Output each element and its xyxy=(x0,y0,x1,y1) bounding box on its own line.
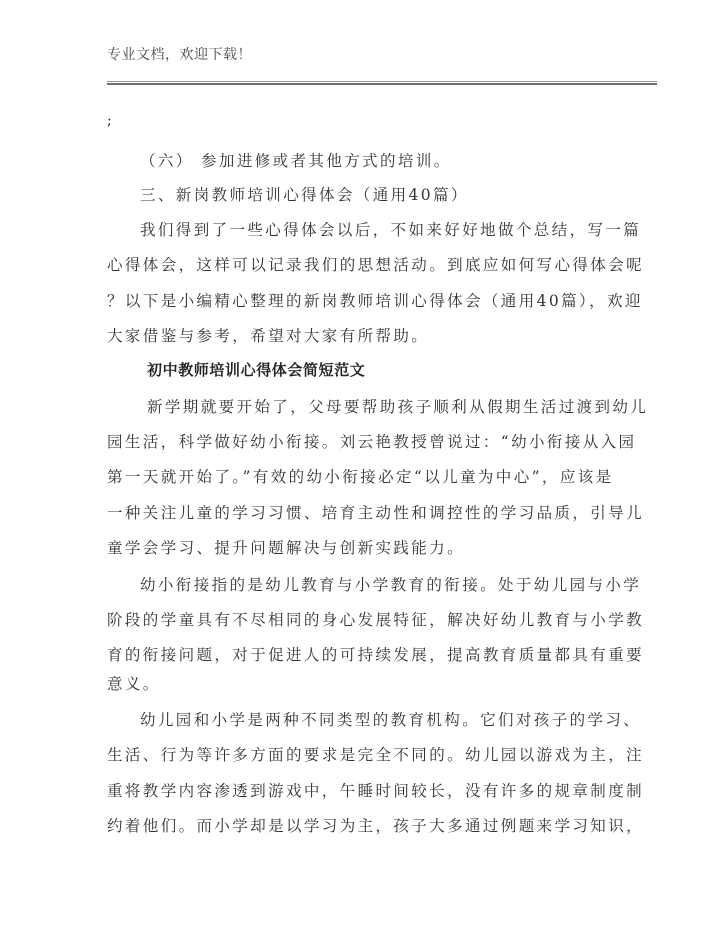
stray-semicolon: ; xyxy=(107,113,112,129)
paragraph-line: 第一天就开始了。”有效的幼小衔接必定“以儿童为中心”，应该是 xyxy=(107,468,614,486)
paragraph-line: 育的衔接问题，对于促进人的可持续发展，提高教育质量都具有重要 xyxy=(107,646,645,664)
paragraph-line: 阶段的学童具有不尽相同的身心发展特征，解决好幼儿教育与小学教 xyxy=(107,611,645,629)
paragraph-line: 大家借鉴与参考，希望对大家有所帮助。 xyxy=(107,327,430,345)
item-six: （六） 参加进修或者其他方式的培训。 xyxy=(140,152,452,170)
article-subheading: 初中教师培训心得体会简短范文 xyxy=(147,361,366,379)
section-three-heading: 三、新岗教师培训心得体会（通用40篇） xyxy=(140,186,469,204)
paragraph-line: 童学会学习、提升问题解决与创新实践能力。 xyxy=(107,539,466,557)
paragraph-line: 一种关注儿童的学习习惯、培育主动性和调控性的学习品质，引导儿 xyxy=(107,504,645,522)
paragraph-line: 心得体会，这样可以记录我们的思想活动。到底应如何写心得体会呢 xyxy=(107,256,645,274)
paragraph-line: ？以下是小编精心整理的新岗教师培训心得体会（通用40篇），欢迎 xyxy=(107,292,643,310)
paragraph-line: 幼儿园和小学是两种不同类型的教育机构。它们对孩子的学习、 xyxy=(140,711,642,729)
paragraph-line: 幼小衔接指的是幼儿教育与小学教育的衔接。处于幼儿园与小学 xyxy=(140,576,642,594)
paragraph-line: 生活、行为等许多方面的要求是完全不同的。幼儿园以游戏为主，注 xyxy=(107,746,645,764)
paragraph-line: 我们得到了一些心得体会以后，不如来好好地做个总结，写一篇 xyxy=(140,221,642,239)
header-double-rule xyxy=(107,81,657,85)
page-header-text: 专业文档，欢迎下载！ xyxy=(107,47,252,63)
paragraph-line: 意义。 xyxy=(107,675,161,693)
paragraph-line: 新学期就要开始了，父母要帮助孩子顺利从假期生活过渡到幼儿 xyxy=(147,398,649,416)
paragraph-line: 重将教学内容渗透到游戏中，午睡时间较长，没有许多的规章制度制 xyxy=(107,782,645,800)
paragraph-line: 约着他们。而小学却是以学习为主，孩子大多通过例题来学习知识， xyxy=(107,817,645,835)
paragraph-line: 园生活，科学做好幼小衔接。刘云艳教授曾说过：“幼小衔接从入园 xyxy=(107,433,637,451)
